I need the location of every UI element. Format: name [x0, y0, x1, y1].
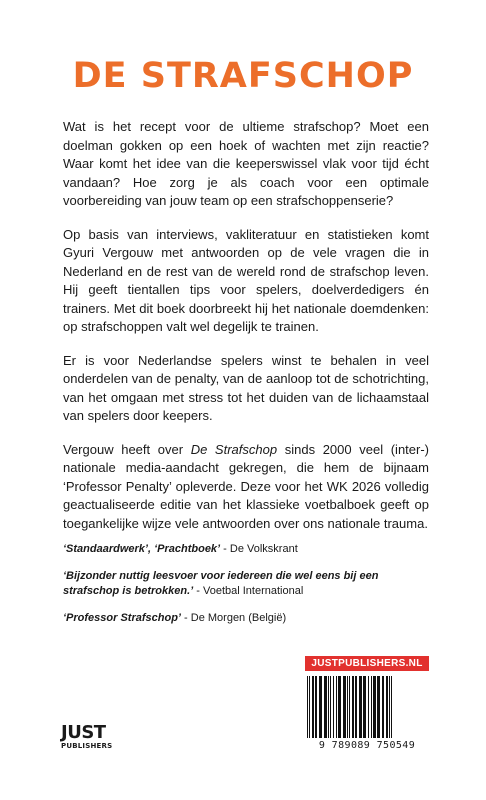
blurb: [63, 118, 429, 548]
blurb-paragraph-4-rest: sinds 2000 veel (inter-) nationale media-aandacht gekregen, die hem de bijnaam ‘Professor Penalty’ opleverde. Deze voor het WK 2026 volledig geactualiseerde editie van het klassieke voetbalboek geeft op toegankelijke wijze vele antwoorden over ons nationale trauma.: [63, 441, 430, 531]
isbn-number: 9 789089 750549: [318, 740, 416, 751]
publisher-logo: [61, 724, 121, 751]
publisher-logo-line2: PUBLISHERS: [61, 742, 113, 750]
blurb-paragraph-3: Er is voor Nederlandse spelers winst te behalen in veel onderdelen van de penalty, van de aanloop tot de schotrichting, van het omgaan met stress tot het duiden van de lichaamstaal van spelers door keepers.: [63, 352, 429, 423]
publisher-logo-line1: JUST: [61, 722, 106, 743]
quote-source: - De Volkskrant: [220, 543, 298, 555]
quote-text: ‘Professor Strafschop’: [63, 612, 181, 624]
blurb-paragraph-4-lead: Vergouw heeft over: [63, 441, 191, 457]
quote-source: - De Morgen (België): [180, 612, 287, 624]
blurb-paragraph-2: Op basis van interviews, vakliteratuur en statistieken komt Gyuri Vergouw met antwoorden op de vele vragen die in Nederland en de rest van de wereld rond de strafschop leven. Hij geeft tientallen tips voor spelers, doelverdedigers én trainers. Met dit boek doorbreekt hij het nationale doemdenken: op strafschoppen valt wel degelijk te trainen.: [63, 226, 429, 334]
quote-text: ‘Standaardwerk’, ‘Prachtboek’: [63, 543, 221, 555]
blurb-paragraph-1: Wat is het recept voor de ultieme strafschop? Moet een doelman gokken op een hoek of wachten met zijn reactie? Waar komt het idee van die keeperswissel vlak voor tijd écht vandaan? Hoe zorg je als coach voor een optimale voorbereiding van jouw team op een strafschoppenserie?: [63, 119, 429, 208]
barcode: [305, 676, 429, 738]
press-quote: [63, 611, 433, 626]
quote-text: ‘Bijzonder nuttig leesvoer voor iedereen die wel eens bij een strafschop is betrokken.’: [63, 570, 379, 597]
press-quote: [63, 569, 433, 599]
blurb-paragraph-4: [63, 441, 429, 534]
press-quotes: [63, 542, 433, 638]
quote-source: - Voetbal International: [193, 585, 304, 597]
press-quote: [63, 542, 433, 557]
barcode-bars: [305, 676, 429, 738]
book-title-inline: De Strafschop: [190, 441, 278, 457]
book-title: DE STRAFSCHOP: [72, 56, 414, 96]
publisher-url-badge: JUSTPUBLISHERS.NL: [305, 656, 429, 671]
